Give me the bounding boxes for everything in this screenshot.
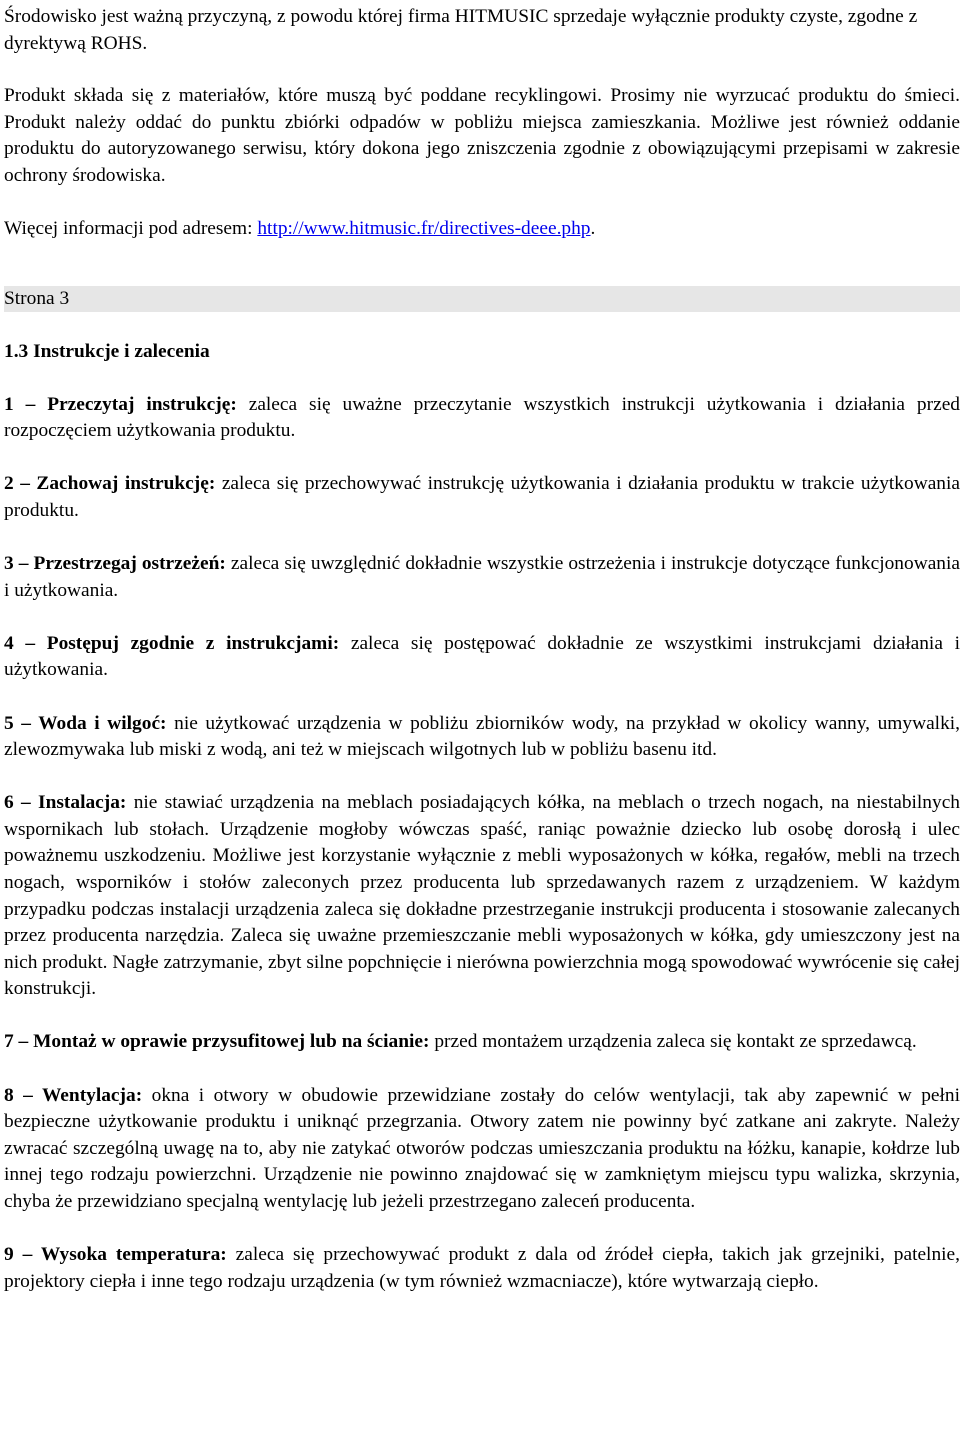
instruction-item-5: [4, 711, 960, 764]
intro-paragraph-recycling: Produkt składa się z materiałów, które muszą być poddane recyklingowi. Prosimy nie wyrzucać produktu do śmieci. Produkt należy oddać do punktu zbiórki odpadów w pobliżu miejsca zamieszkania. Możliwe jest również oddanie produktu do autoryzowanego serwisu, który dokona jego zniszczenia zgodnie z obowiązującymi przepisami w zakresie ochrony środowiska.: [4, 85, 960, 186]
item-text: zaleca się przechowywać instrukcję użytkowania i działania produktu w trakcie użytkowania produktu.: [4, 473, 960, 522]
instruction-item-9: [4, 1242, 960, 1295]
item-text: zaleca się przechowywać produkt z dala od źródeł ciepła, takich jak grzejniki, patelnie, projektory ciepła i inne tego rodzaju urządzenia (w tym również wzmacniacze), które wytwarzają ciepło.: [4, 1244, 960, 1292]
item-text: nie użytkować urządzenia w pobliżu zbiorników wody, na przykład w okolicy wanny, umywalki, zlewozmywaka lub miski z wodą, ani też w miejscach wilgotnych lub w pobliżu basenu itd.: [4, 712, 960, 761]
instruction-item-6: [4, 790, 960, 1003]
instruction-item-4: [4, 631, 960, 684]
instruction-item-3: [4, 551, 960, 604]
more-info-line: [4, 216, 960, 243]
instruction-item-8: [4, 1083, 960, 1216]
instruction-item-7: [4, 1029, 960, 1056]
page-number-label: Strona 3: [4, 286, 960, 312]
item-lead: 3 – Przestrzegaj ostrzeżeń:: [4, 553, 226, 575]
item-lead: 8 – Wentylacja:: [4, 1084, 143, 1106]
item-text: zaleca się uwzględnić dokładnie wszystkie ostrzeżenia i instrukcje dotyczące funkcjonowania i użytkowania.: [4, 553, 960, 601]
item-lead: 1 – Przeczytaj instrukcję:: [4, 393, 237, 415]
item-lead: 6 – Instalacja:: [4, 792, 127, 814]
item-lead: 9 – Wysoka temperatura:: [4, 1244, 227, 1265]
instruction-item-2: [4, 471, 960, 524]
directives-link[interactable]: http://www.hitmusic.fr/directives-deee.php: [257, 217, 591, 239]
more-info-prefix: Więcej informacji pod adresem:: [4, 217, 258, 239]
intro-section: [4, 4, 960, 242]
item-text: zaleca się uważne przeczytanie wszystkich instrukcji użytkowania i działania przed rozpoczęciem użytkowania produktu.: [4, 393, 960, 442]
item-text: przed montażem urządzenia zaleca się kontakt ze sprzedawcą.: [429, 1031, 917, 1053]
item-lead: 5 – Woda i wilgoć:: [4, 712, 167, 734]
section-title: 1.3 Instrukcje i zalecenia: [4, 341, 210, 363]
item-lead: 7 – Montaż w oprawie przysufitowej lub na ścianie:: [4, 1031, 430, 1053]
item-lead: 4 – Postępuj zgodnie z instrukcjami:: [4, 632, 340, 654]
item-text: nie stawiać urządzenia na meblach posiadających kółka, na meblach o trzech nogach, na niestabilnych wspornikach lub stołach. Urządzenie mogłoby wówczas spaść, raniąc poważnie dziecko lub osobę dorosłą i ulec poważnemu uszkodzeniu. Możliwe jest korzystanie wyłącznie z mebli wyposażonych w kółka, regałów, mebli na trzech nogach, wsporników i stołów zaleconych przez producenta lub sprzedawanych razem z urządzeniem. W każdym przypadku podczas instalacji urządzenia zaleca się dokładne przestrzeganie instrukcji producenta i stosowanie zalecanych przez producenta narzędzia. Zaleca się uważne przemieszczanie mebli wyposażonych w kółka, gdy umieszczony jest na nich produkt. Nagłe zatrzymanie, zbyt silne popchnięcie i nierówna powierzchnia mogą spowodować wywrócenie się całej konstrukcji.: [4, 792, 960, 1000]
intro-paragraph-rohs: Środowisko jest ważną przyczyną, z powodu której firma HITMUSIC sprzedaje wyłącznie produkty czyste, zgodne z dyrektywą ROHS.: [4, 6, 918, 54]
item-text: zaleca się postępować dokładnie ze wszystkimi instrukcjami działania i użytkowania.: [4, 632, 960, 681]
more-info-suffix: .: [590, 217, 596, 239]
item-text: okna i otwory w obudowie przewidziane zostały do celów wentylacji, tak aby zapewnić w pełni bezpieczne użytkowanie produktu i uniknąć przegrzania. Otwory zatem nie powinny być zatkane ani zakryte. Należy zwracać szczególną uwagę na to, aby nie zatykać otworów podczas umieszczania produktu na łóżku, kanapie, kołdrze lub innej tego rodzaju powierzchni. Urządzenie nie powinno znajdować się w zamkniętym miejscu typu walizka, skrzynia, chyba że przewidziano specjalną wentylację lub jeżeli przestrzegano zaleceń producenta.: [4, 1084, 960, 1212]
item-lead: 2 – Zachowaj instrukcję:: [4, 473, 216, 495]
instruction-item-1: [4, 392, 960, 445]
